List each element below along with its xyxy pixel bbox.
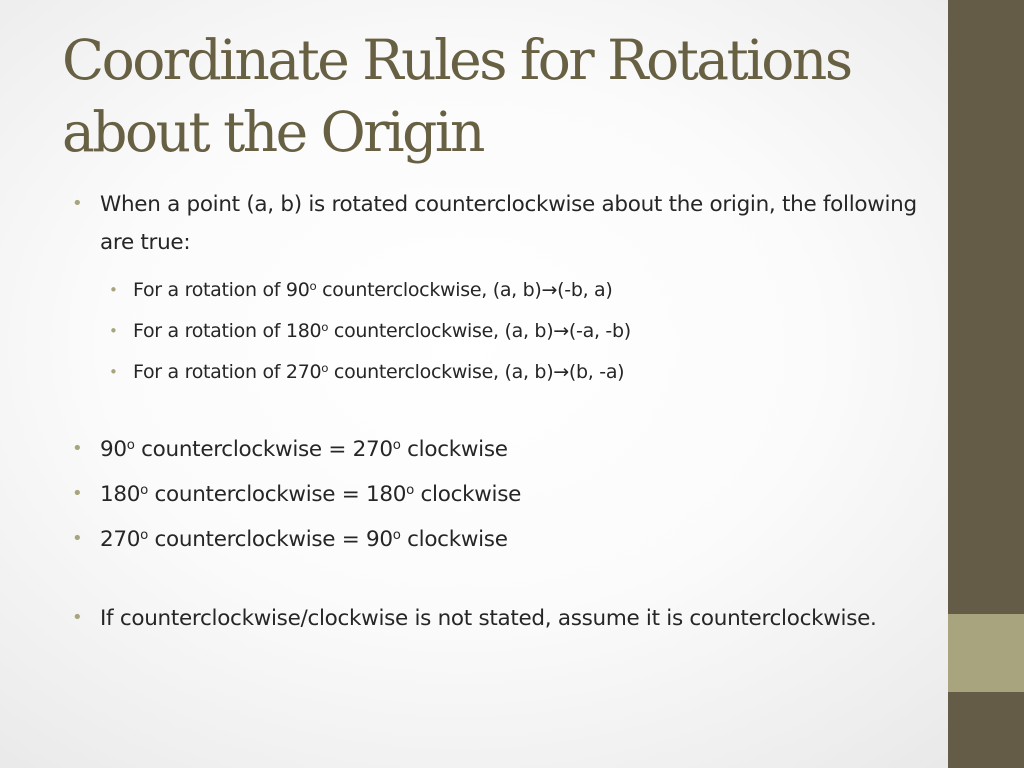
- slide-body: [72, 186, 932, 638]
- sub-bullet-270: [72, 352, 932, 393]
- bullet-note-text: If counterclockwise/clockwise is not stated, assume it is counterclockwise.: [100, 606, 877, 631]
- bullet-marker: •: [109, 281, 118, 299]
- sub-bullet-90: [72, 270, 932, 311]
- slide-title: Coordinate Rules for Rotations about the Origin: [62, 28, 851, 164]
- bullet-equiv-90: [72, 431, 932, 469]
- bullet-marker: •: [72, 607, 83, 628]
- side-accent-block: [948, 614, 1024, 692]
- bullet-marker: •: [72, 438, 83, 459]
- bullet-equiv-270: [72, 521, 932, 559]
- bullet-marker: •: [72, 528, 83, 549]
- bullet-marker: •: [109, 363, 118, 381]
- bullet-marker: •: [109, 322, 118, 340]
- sub-bullet-text: For a rotation of 90$^o$ counterclockwise, (a, b)→(-b, a): [133, 278, 613, 301]
- equiv-text: 270$^o$ counterclockwise = $90^o$ clockwise: [100, 527, 508, 552]
- sub-bullet-180: [72, 311, 932, 352]
- bullet-intro-text: When a point (a, b) is rotated counterclockwise about the origin, the following are true:: [100, 192, 917, 255]
- bullet-note: [72, 600, 932, 638]
- equiv-text: 180$^o$ counterclockwise = $180^o$ clockwise: [100, 482, 522, 507]
- bullet-marker: •: [72, 483, 83, 504]
- bullet-intro: [72, 186, 932, 262]
- sub-bullet-text: For a rotation of 180$^o$ counterclockwise, (a, b)→(-a, -b): [133, 319, 631, 342]
- bullet-marker: •: [72, 193, 83, 214]
- sub-bullet-text: For a rotation of 270$^o$ counterclockwise, (a, b)→(b, -a): [133, 360, 625, 383]
- bullet-equiv-180: [72, 476, 932, 514]
- equiv-text: 90$^o$ counterclockwise = $270^o$ clockwise: [100, 437, 508, 462]
